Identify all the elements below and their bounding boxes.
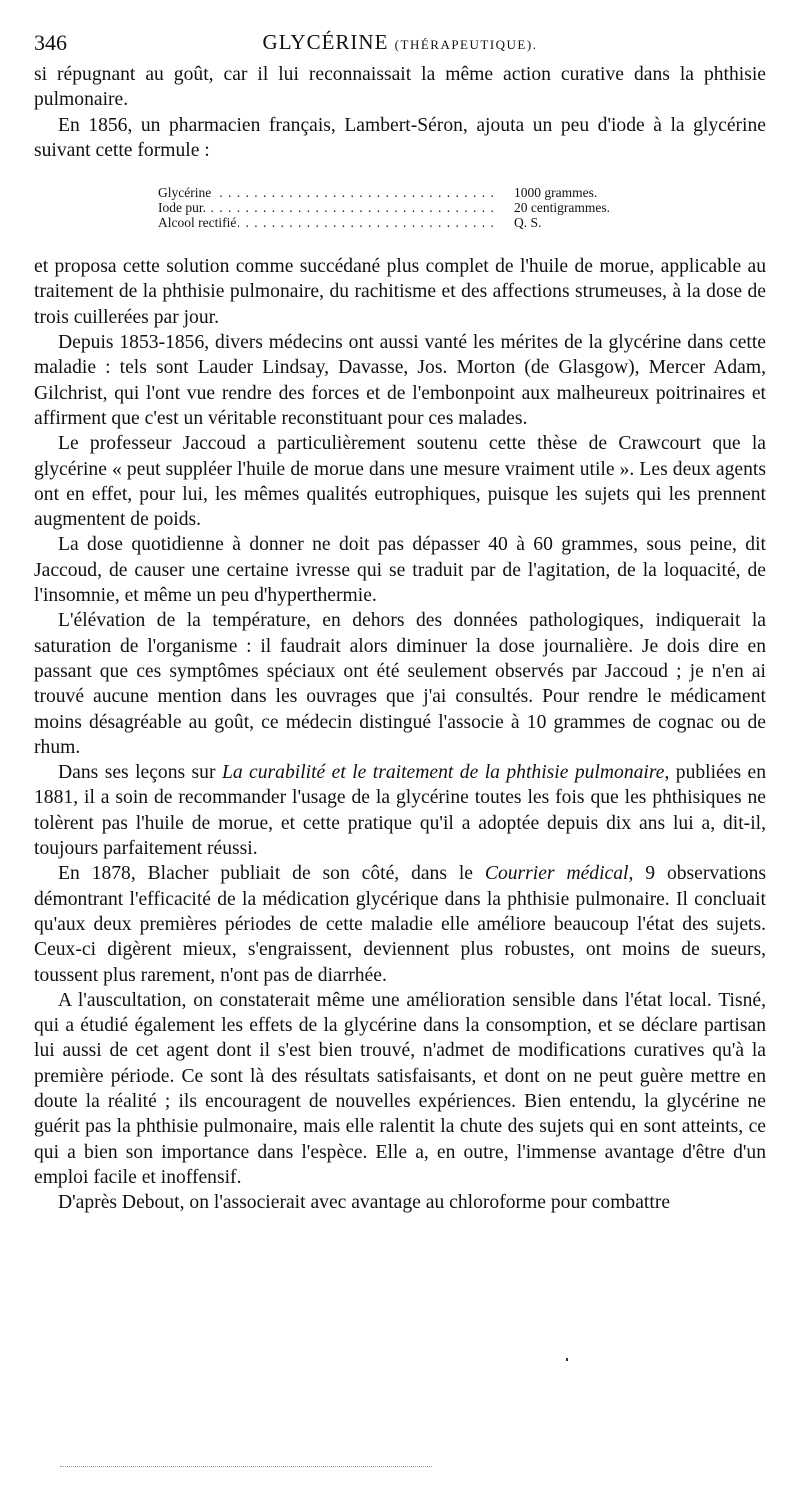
running-title-main: GLYCÉRINE <box>262 30 389 54</box>
journal-title: Courrier médical <box>484 863 629 885</box>
iodine-glycerine-formula <box>158 185 658 230</box>
ink-speck <box>566 1358 568 1361</box>
paragraph: L'élévation de la température, en dehors des données pathologiques, indiquerait la saturation de l'organisme : il faudrait alors diminuer la dose journalière. Je dois dire en passant que ces symptômes spéciaux ont été seulement observés par Jaccoud ; je n'en ai trouvé aucune mention dans les ouvrages que j'ai consultés. Pour rendre le médicament moins désagréable au goût, ce médecin distingué l'associe à 10 grammes de cognac ou de rhum. <box>34 610 766 758</box>
paragraph: et proposa cette solution comme succédané plus complet de l'huile de morue, applicable au traitement de la phthisie pulmonaire, du rachitisme et des affections strumeuses, à la dose de trois cuillerées par jour. <box>34 256 766 328</box>
formula-ingredient: Alcool rectifié <box>158 215 237 231</box>
formula-ingredient: Glycérine <box>158 185 212 201</box>
formula-row <box>158 215 658 230</box>
formula-row <box>158 200 658 215</box>
running-header <box>34 30 766 60</box>
paragraph: En 1856, un pharmacien français, Lambert-Séron, ajouta un peu d'iode à la glycérine suivant cette formule : <box>34 114 766 161</box>
running-title-sub: (THÉRAPEUTIQUE). <box>394 37 538 52</box>
paragraph <box>34 861 766 987</box>
leader-dots <box>158 200 498 215</box>
paragraph-text: , 9 observations démontrant l'efficacité de la médication glycérique dans la phthisie pulmonaire. Il concluait qu'aux deux premières périodes de cette maladie elle améliore beaucoup l'état des sujets. Ceux-ci digèrent mieux, s'engraissent, deviennent plus robustes, ont moins de sueurs, toussent plus rarement, n'ont pas de diarrhée. <box>34 863 766 986</box>
paragraph-text: , publiées en 1881, il a soin de recommander l'usage de la glycérine toutes les fois que les phthisiques ne tolèrent pas l'huile de morue, et cette pratique qu'il a adoptée depuis dix ans lui a, dit-il, toujours parfaitement réussi. <box>34 762 766 860</box>
running-title <box>34 30 766 55</box>
formula-row <box>158 185 658 200</box>
page-number: 346 <box>34 30 67 55</box>
paragraph: si répugnant au goût, car il lui reconnaissait la même action curative dans la phthisie pulmonaire. <box>34 64 766 111</box>
paragraph-text: Dans ses leçons sur <box>58 762 222 784</box>
formula-ingredient: Iode pur. <box>158 200 206 216</box>
paragraph: Depuis 1853-1856, divers médecins ont aussi vanté les mérites de la glycérine dans cette maladie : tels sont Lauder Lindsay, Davasse, Jos. Morton (de Glasgow), Mercer Adam, Gilchrist, qui l'ont vue rendre des forces et de l'embonpoint aux malheureux poitrinaires et affirment que c'est un véritable reconstituant pour ces malades. <box>34 332 766 429</box>
paragraph: D'après Debout, on l'associerait avec avantage au chloroforme pour combattre <box>58 1192 671 1214</box>
book-title: La curabilité et le traitement de la phthisie pulmonaire <box>221 762 665 784</box>
paragraph: A l'auscultation, on constaterait même une amélioration sensible dans l'état local. Tisné, qui a étudié également les effets de la glycérine dans la consomption, et se déclare partisan lui aussi de cet agent dont il s'est bien trouvé, n'admet de modifications curatives qu'à la première période. Ce sont là des résultats satisfaisants, et dont on ne peut guère mettre en doute la réalité ; ils encouragent de nouvelles expériences. Bien entendu, la glycérine ne guérit pas la phthisie pulmonaire, mais elle ralentit la chute des sujets qui en sont atteints, ce qui a bien son importance dans l'espèce. Elle a, en outre, l'immense avantage d'être d'un emploi facile et inoffensif. <box>34 989 766 1188</box>
paragraph <box>34 760 766 861</box>
formula-quantity: Q. S. <box>514 215 542 231</box>
body-text <box>34 62 766 1215</box>
paragraph: La dose quotidienne à donner ne doit pas dépasser 40 à 60 grammes, sous peine, dit Jaccoud, de causer une certaine ivresse qui se traduit par de l'agitation, de la loquacité, de l'insomnie, et même un peu d'hyperthermie. <box>34 534 766 607</box>
paragraph-text: En 1878, Blacher publiait de son côté, dans le <box>58 863 485 885</box>
formula-quantity: 20 centigrammes. <box>514 200 610 216</box>
paragraph: Le professeur Jaccoud a particulièrement soutenu cette thèse de Crawcourt que la glycérine « peut suppléer l'huile de morue dans une mesure vraiment utile ». Les deux agents ont en effet, pour lui, les mêmes qualités eutrophiques, puisque les sujets qui les prennent augmentent de poids. <box>34 433 766 531</box>
footer-rule <box>60 1466 432 1467</box>
formula-quantity: 1000 grammes. <box>514 185 598 201</box>
